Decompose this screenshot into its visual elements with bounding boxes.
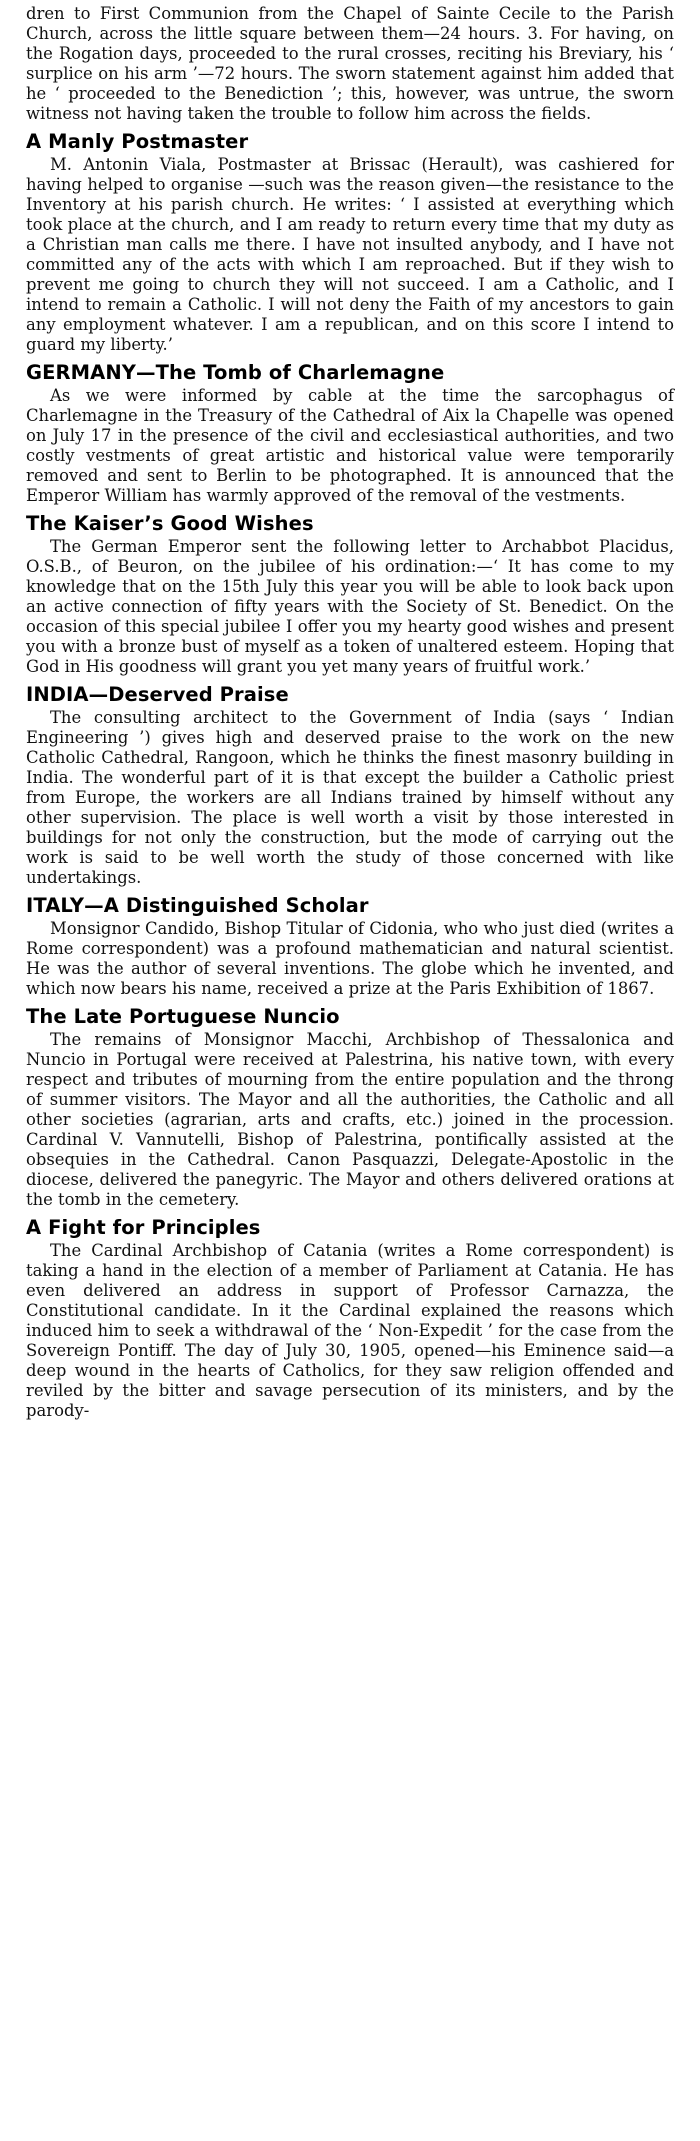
paragraph-manly-postmaster: M. Antonin Viala, Postmaster at Brissac (Herault), was cashiered for having helped to organise —such was the reason given—the resistance to the Inventory at his parish church. He writes: ‘ I assisted at everything which took place at the church, and I am ready to return every time that my duty as a Christian man calls me there. I have not insulted anybody, and I have not committed any of the acts with which I am reproached. But if they wish to prevent me going to church they will not succeed. I am a Catholic, and I intend to remain a Catholic. I will not deny the Faith of my ancestors to gain any employment whatever. I am a republican, and on this score I intend to guard my liberty.’ <box>26 155 674 354</box>
paragraph-kaisers-good-wishes: The German Emperor sent the following letter to Archabbot Placidus, O.S.B., of Beuron, on the jubilee of his ordination:—‘ It has come to my knowledge that on the 15th July this year you will be able to look back upon an active connection of fifty years with the Society of St. Benedict. On the occasion of this special jubilee I offer you my hearty good wishes and present you with a bronze bust of myself as a token of unaltered esteem. Hoping that God in His goodness will grant you yet many years of fruitful work.’ <box>26 537 674 676</box>
paragraph-fight-for-principles: The Cardinal Archbishop of Catania (writes a Rome correspondent) is taking a hand in the election of a member of Parliament at Catania. He has even delivered an address in support of Professor Carnazza, the Constitutional candidate. In it the Cardinal explained the reasons which induced him to seek a withdrawal of the ‘ Non-Expedit ’ for the case from the Sovereign Pontiff. The day of July 30, 1905, opened—his Eminence said—a deep wound in the hearts of Catholics, for they saw religion offended and reviled by the bitter and savage persecution of its ministers, and by the parody- <box>26 1241 674 1420</box>
paragraph-deserved-praise: The consulting architect to the Government of India (says ‘ Indian Engineering ’) gives high and deserved praise to the work on the new Catholic Cathedral, Rangoon, which he thinks the finest masonry building in India. The wonderful part of it is that except the builder a Catholic priest from Europe, the workers are all Indians trained by himself without any other supervision. The place is well worth a visit by those interested in buildings for not only the construction, but the mode of carrying out the work is said to be well worth the study of those concerned with like undertakings. <box>26 708 674 887</box>
newspaper-column <box>26 4 674 1421</box>
heading-fight-for-principles: A Fight for Principles <box>26 1216 261 1239</box>
article-continuation-paragraph: dren to First Communion from the Chapel of Sainte Cecile to the Parish Church, across the little square between them—24 hours. 3. For having, on the Rogation days, proceeded to the rural crosses, reciting his Breviary, his ‘ surplice on his arm ’—72 hours. The sworn statement against him added that he ‘ proceeded to the Benediction ’; this, however, was untrue, the sworn witness not having taken the trouble to follow him across the fields. <box>26 4 674 123</box>
heading-kaisers-good-wishes: The Kaiser’s Good Wishes <box>26 512 314 535</box>
heading-tomb-of-charlemagne: GERMANY—The Tomb of Charlemagne <box>26 361 445 384</box>
heading-manly-postmaster: A Manly Postmaster <box>26 130 249 153</box>
paragraph-portuguese-nuncio: The remains of Monsignor Macchi, Archbishop of Thessalonica and Nuncio in Portugal were received at Palestrina, his native town, with every respect and tributes of mourning from the entire population and the throng of summer visitors. The Mayor and all the authorities, the Catholic and all other societies (agrarian, arts and crafts, etc.) joined in the procession. Cardinal V. Vannutelli, Bishop of Palestrina, pontifically assisted at the obsequies in the Cathedral. Canon Pasquazzi, Delegate-Apostolic in the diocese, delivered the panegyric. The Mayor and others delivered orations at the tomb in the cemetery. <box>26 1030 674 1209</box>
paragraph-tomb-of-charlemagne: As we were informed by cable at the time the sarcophagus of Charlemagne in the Treasury of the Cathedral of Aix la Chapelle was opened on July 17 in the presence of the civil and ecclesiastical authorities, and two costly vestments of great artistic and historical value were temporarily removed and sent to Berlin to be photographed. It is announced that the Emperor William has warmly approved of the removal of the vestments. <box>26 386 674 505</box>
heading-deserved-praise: INDIA—Deserved Praise <box>26 683 289 706</box>
heading-portuguese-nuncio: The Late Portuguese Nuncio <box>26 1005 340 1028</box>
paragraph-distinguished-scholar: Monsignor Candido, Bishop Titular of Cidonia, who who just died (writes a Rome correspondent) was a profound mathematician and natural scientist. He was the author of several inventions. The globe which he invented, and which now bears his name, received a prize at the Paris Exhibition of 1867. <box>26 919 674 998</box>
heading-distinguished-scholar: ITALY—A Distinguished Scholar <box>26 894 369 917</box>
